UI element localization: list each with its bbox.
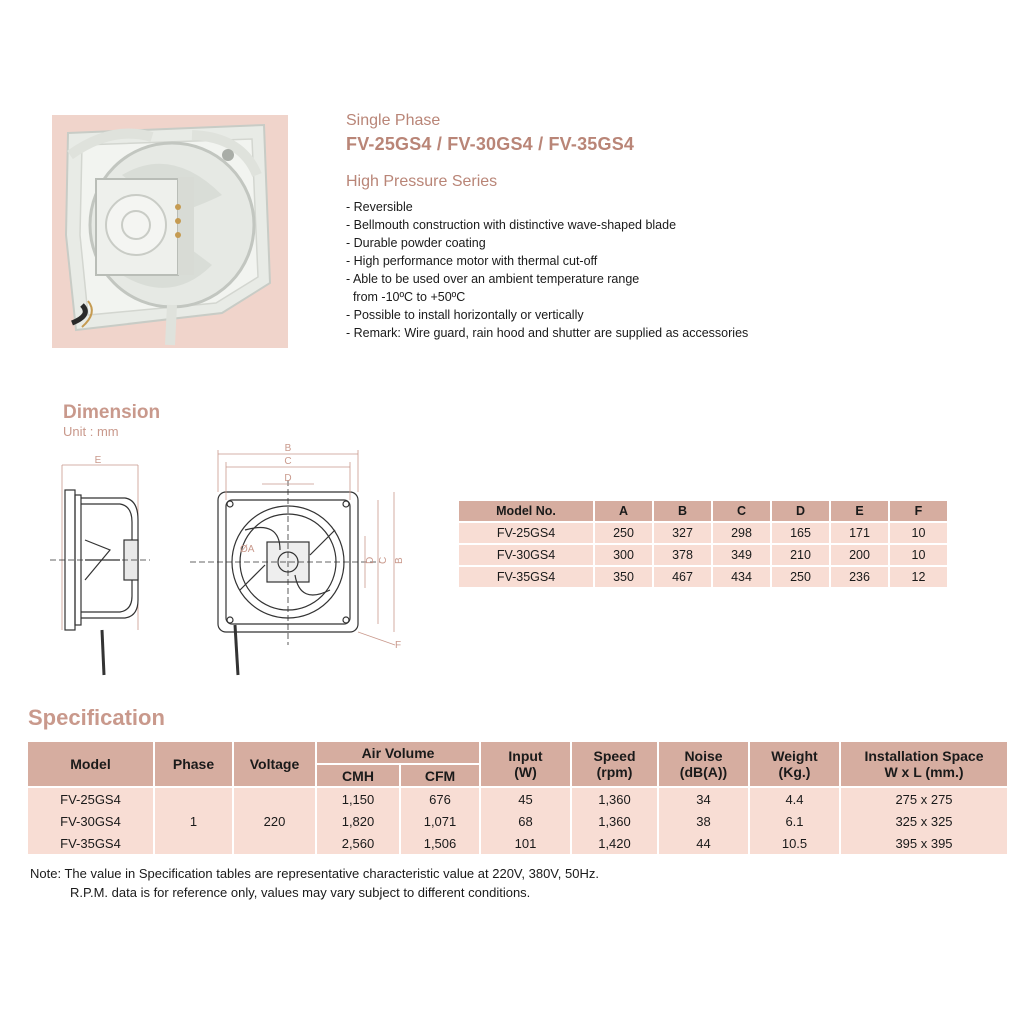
- dim-label-b-vertical: B: [394, 557, 405, 564]
- spec-col-input: [480, 742, 571, 787]
- spec-cfm: 1,071: [400, 810, 480, 832]
- feature-list: [346, 198, 748, 342]
- dim-col-a: A: [594, 501, 653, 522]
- dim-label-f: F: [395, 640, 402, 651]
- spec-model: FV-35GS4: [28, 832, 154, 854]
- spec-col-air-volume: Air Volume: [316, 742, 480, 764]
- dim-col-model: Model No.: [459, 501, 594, 522]
- spec-model: FV-25GS4: [28, 787, 154, 810]
- note-line-2: R.P.M. data is for reference only, values may vary subject to different conditions.: [70, 885, 531, 900]
- spec-input: 45: [480, 787, 571, 810]
- spec-col-space-label: Installation Space: [864, 748, 984, 764]
- table-cell: 200: [830, 544, 889, 566]
- dimension-table: [459, 501, 949, 589]
- dimension-title: Dimension: [63, 402, 161, 423]
- feature-item: - Remark: Wire guard, rain hood and shutter are supplied as accessories: [346, 326, 749, 340]
- note-line-1: Note: The value in Specification tables are representative characteristic value at 220V, 380V, 50Hz.: [30, 866, 599, 881]
- spec-col-model: Model: [28, 742, 154, 787]
- spec-cfm: 1,506: [400, 832, 480, 854]
- spec-col-input-unit: (W): [514, 764, 537, 780]
- spec-speed: 1,360: [571, 810, 658, 832]
- spec-noise: 44: [658, 832, 749, 854]
- table-cell: 467: [653, 566, 712, 588]
- dim-col-c: C: [712, 501, 771, 522]
- side-view: [50, 465, 150, 675]
- spec-col-speed-unit: (rpm): [596, 764, 633, 780]
- spec-voltage: 220: [233, 787, 316, 854]
- dim-col-d: D: [771, 501, 830, 522]
- table-cell: 10: [889, 522, 948, 544]
- spec-col-noise-label: Noise: [684, 748, 723, 764]
- dim-label-b: B: [284, 443, 292, 454]
- spec-col-cfm: CFM: [400, 764, 480, 787]
- spec-col-noise: [658, 742, 749, 787]
- specification-table: [28, 742, 1007, 854]
- feature-item: - Reversible: [346, 200, 413, 214]
- table-row: [459, 522, 948, 544]
- feature-item: - Bellmouth construction with distinctive wave-shaped blade: [346, 218, 677, 232]
- spec-model: FV-30GS4: [28, 810, 154, 832]
- feature-item: from -10ºC to +50ºC: [346, 290, 466, 304]
- spec-col-speed-label: Speed: [593, 748, 636, 764]
- feature-item: - High performance motor with thermal cut-off: [346, 254, 598, 268]
- spec-col-space-unit: W x L (mm.): [884, 764, 964, 780]
- table-cell: 12: [889, 566, 948, 588]
- spec-header-row: [28, 742, 1007, 764]
- spec-col-noise-unit: (dB(A)): [679, 764, 728, 780]
- feature-item: - Possible to install horizontally or vertically: [346, 308, 584, 322]
- table-cell: FV-25GS4: [459, 522, 594, 544]
- fan-illustration: [52, 115, 288, 348]
- spec-cmh: 1,150: [316, 787, 400, 810]
- table-cell: 300: [594, 544, 653, 566]
- feature-item: - Durable powder coating: [346, 236, 486, 250]
- table-cell: 378: [653, 544, 712, 566]
- spec-col-voltage: Voltage: [233, 742, 316, 787]
- table-cell: 327: [653, 522, 712, 544]
- spec-noise: 38: [658, 810, 749, 832]
- spec-input: 68: [480, 810, 571, 832]
- dimension-drawing: [40, 440, 440, 685]
- table-cell: 236: [830, 566, 889, 588]
- table-row: [459, 566, 948, 588]
- specification-title: Specification: [28, 705, 165, 730]
- table-cell: 434: [712, 566, 771, 588]
- spec-weight: 4.4: [749, 787, 840, 810]
- table-row: [459, 544, 948, 566]
- spec-noise: 34: [658, 787, 749, 810]
- dim-label-d: D: [284, 473, 292, 484]
- dim-label-e: E: [94, 455, 102, 466]
- dimension-unit: Unit : mm: [63, 424, 119, 439]
- dim-col-b: B: [653, 501, 712, 522]
- spec-space: 325 x 325: [840, 810, 1007, 832]
- dim-col-f: F: [889, 501, 948, 522]
- table-cell: FV-35GS4: [459, 566, 594, 588]
- spec-col-input-label: Input: [508, 748, 543, 764]
- spec-col-weight-unit: (Kg.): [778, 764, 811, 780]
- table-cell: 250: [594, 522, 653, 544]
- table-cell: 171: [830, 522, 889, 544]
- spec-input: 101: [480, 832, 571, 854]
- series-label: High Pressure Series: [346, 173, 498, 190]
- spec-speed: 1,420: [571, 832, 658, 854]
- spec-col-weight: [749, 742, 840, 787]
- dim-label-a: ØA: [240, 544, 255, 555]
- table-cell: 250: [771, 566, 830, 588]
- spec-space: 275 x 275: [840, 787, 1007, 810]
- dimension-table-header: [459, 501, 948, 522]
- spec-weight: 6.1: [749, 810, 840, 832]
- table-cell: 350: [594, 566, 653, 588]
- table-cell: 210: [771, 544, 830, 566]
- spec-col-weight-label: Weight: [771, 748, 818, 764]
- front-view: [190, 480, 380, 675]
- spec-col-cmh: CMH: [316, 764, 400, 787]
- dim-col-e: E: [830, 501, 889, 522]
- dim-label-c-vertical: C: [378, 556, 389, 564]
- dim-label-d-vertical: D: [365, 556, 376, 564]
- table-cell: FV-30GS4: [459, 544, 594, 566]
- spec-cfm: 676: [400, 787, 480, 810]
- table-cell: 10: [889, 544, 948, 566]
- spec-space: 395 x 395: [840, 832, 1007, 854]
- spec-weight: 10.5: [749, 832, 840, 854]
- product-photo: [52, 115, 288, 348]
- spec-col-speed: [571, 742, 658, 787]
- model-names: FV-25GS4 / FV-30GS4 / FV-35GS4: [346, 134, 635, 154]
- spec-phase: 1: [154, 787, 233, 854]
- phase-label: Single Phase: [346, 112, 441, 129]
- spec-cmh: 2,560: [316, 832, 400, 854]
- table-cell: 165: [771, 522, 830, 544]
- table-row: [28, 787, 1007, 810]
- spec-speed: 1,360: [571, 787, 658, 810]
- table-cell: 298: [712, 522, 771, 544]
- spec-col-installation-space: [840, 742, 1007, 787]
- feature-item: - Able to be used over an ambient temperature range: [346, 272, 640, 286]
- dim-label-c: C: [284, 456, 292, 467]
- spec-col-phase: Phase: [154, 742, 233, 787]
- spec-cmh: 1,820: [316, 810, 400, 832]
- table-cell: 349: [712, 544, 771, 566]
